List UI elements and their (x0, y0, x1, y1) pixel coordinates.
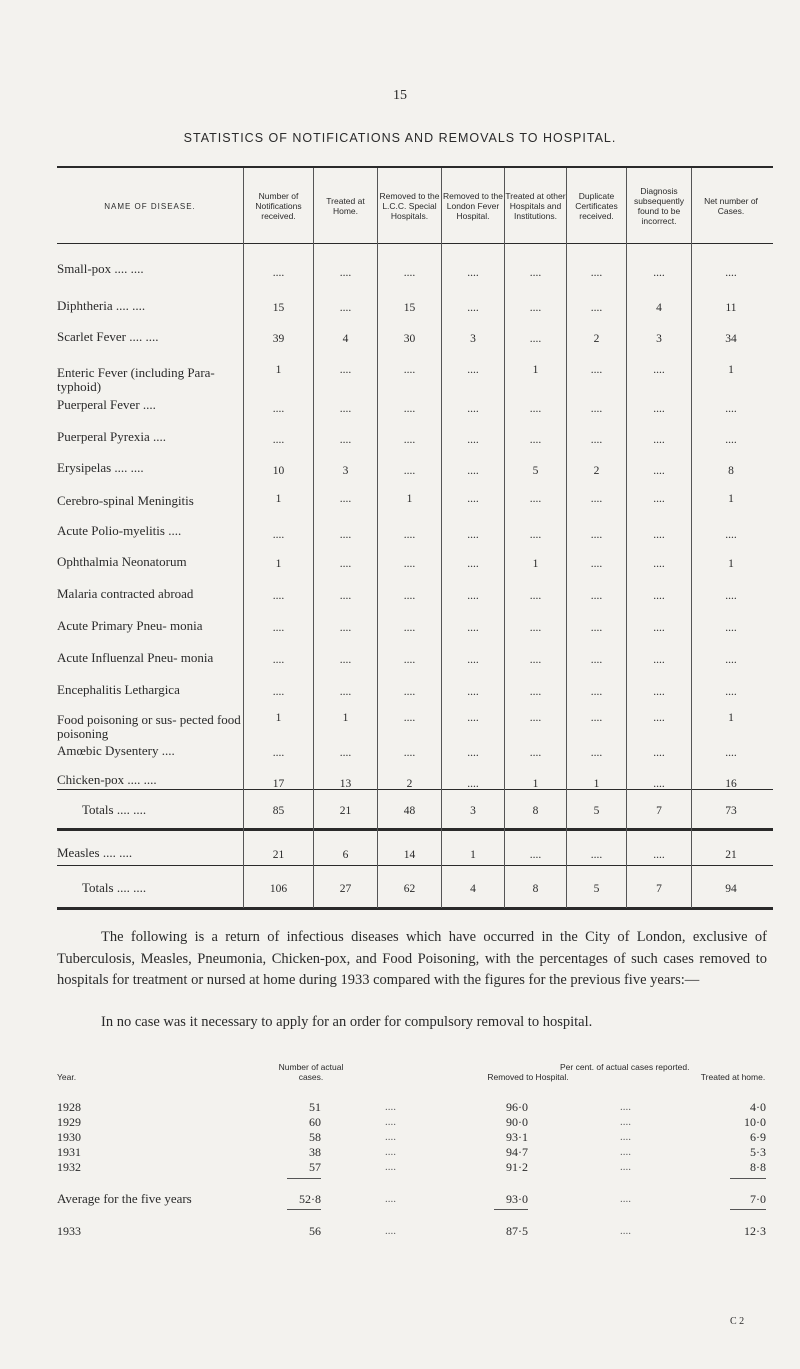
year-row-cases: 51 (309, 1100, 321, 1114)
table-cell: 1 (532, 364, 539, 376)
table-cell: .... (590, 493, 603, 505)
table-cell: .... (653, 622, 665, 634)
measles-cell: .... (529, 849, 542, 861)
table-cell: 15 (403, 302, 416, 314)
year-row-removed: 90·0 (506, 1115, 528, 1129)
table-cell: .... (725, 403, 737, 415)
header-incorrect: Diagnosis subsequently found to be incorrect. (633, 186, 685, 226)
header-percent-reported: Per cent. of actual cases reported. (560, 1062, 690, 1072)
table-cell: .... (590, 654, 603, 666)
table-cell: 1 (275, 364, 282, 376)
table-cell: .... (590, 364, 603, 376)
header-actual-cases: Number of actual cases. (278, 1062, 344, 1083)
table-bottom-rule (57, 907, 773, 910)
table-cell: .... (403, 364, 416, 376)
measles-cell: .... (653, 849, 665, 861)
table-cell: 1 (728, 364, 734, 376)
leader-dots: .... (385, 1101, 396, 1113)
table-cell: .... (653, 778, 665, 790)
table-cell: 4 (656, 302, 662, 314)
disease-name: Malaria contracted abroad (57, 586, 194, 601)
table-cell: .... (653, 654, 665, 666)
table-cell: 1 (275, 493, 282, 505)
table-cell: .... (529, 493, 542, 505)
home-avg-rule (730, 1209, 766, 1210)
table-cell: .... (339, 686, 352, 698)
table-cell: 3 (342, 465, 349, 477)
table-cell: .... (653, 590, 665, 602)
header-removed-hospital: Removed to Hospital. (487, 1072, 569, 1082)
table-cell: .... (725, 654, 737, 666)
disease-name: Amœbic Dysentery .... (57, 743, 175, 758)
home-sum-rule (730, 1178, 766, 1179)
disease-name: Chicken-pox .... .... (57, 772, 157, 787)
table-cell: .... (403, 267, 416, 279)
disease-name: Scarlet Fever .... .... (57, 329, 159, 344)
leader-dots: .... (385, 1116, 396, 1128)
table-cell: .... (339, 529, 352, 541)
table-cell: .... (590, 403, 603, 415)
table-cell: .... (725, 747, 737, 759)
table-cell: 1 (532, 778, 539, 790)
header-notifications: Number of Notifications received. (255, 191, 302, 221)
year-row-year: 1932 (57, 1160, 81, 1174)
table-cell: .... (653, 267, 665, 279)
table-cell: .... (467, 747, 479, 759)
table-cell: .... (529, 302, 542, 314)
current-year-year: 1933 (57, 1224, 81, 1238)
table-cell: .... (467, 364, 479, 376)
disease-name: Cerebro-spinal Meningitis (57, 493, 194, 508)
table-cell: .... (590, 622, 603, 634)
table-cell: .... (339, 364, 352, 376)
table-cell: 3 (470, 333, 476, 345)
table-cell: .... (590, 529, 603, 541)
table-cell: .... (403, 622, 416, 634)
table-cell: .... (529, 590, 542, 602)
totals1-cell: 48 (403, 805, 416, 817)
table-cell: .... (529, 403, 542, 415)
leader-dots: .... (620, 1131, 631, 1143)
table-cell: .... (339, 493, 352, 505)
table-cell: .... (467, 267, 479, 279)
disease-name: Food poisoning or sus- pected food poisoning (57, 712, 241, 741)
year-row-home: 4·0 (750, 1100, 766, 1114)
header-lcc-special: Removed to the L.C.C. Special Hospitals. (379, 191, 440, 221)
table-cell: 30 (403, 333, 416, 345)
totals-bottom-rule (57, 828, 773, 831)
table-cell: 13 (339, 778, 352, 790)
table-cell: 17 (272, 778, 285, 790)
table-cell: .... (653, 493, 665, 505)
measles-label: Measles .... .... (57, 845, 133, 860)
table-cell: .... (653, 712, 665, 724)
table-cell: .... (653, 364, 665, 376)
table-cell: .... (272, 529, 285, 541)
table-cell: 3 (656, 333, 662, 345)
leader-dots: .... (620, 1161, 631, 1173)
totals-label: Totals .... .... (82, 802, 147, 817)
year-row-cases: 57 (309, 1160, 321, 1174)
table-cell: 2 (593, 333, 600, 345)
footer-signature-mark: C 2 (730, 1316, 745, 1327)
cases-avg-rule (287, 1209, 321, 1210)
year-row-year: 1928 (57, 1100, 81, 1114)
table-cell: 16 (725, 778, 737, 790)
year-row-year: 1931 (57, 1145, 81, 1159)
table-cell: .... (467, 434, 479, 446)
page-number: 15 (393, 88, 407, 103)
table-cell: .... (272, 747, 285, 759)
table-cell: .... (725, 529, 737, 541)
year-row-removed: 93·1 (506, 1130, 528, 1144)
table-cell: 1 (728, 558, 734, 570)
table-cell: .... (529, 529, 542, 541)
table-cell: .... (529, 333, 542, 345)
leader-dots: .... (620, 1116, 631, 1128)
leader-dots: .... (385, 1131, 396, 1143)
page-title: STATISTICS OF NOTIFICATIONS AND REMOVALS TO HOSPITAL. (183, 131, 617, 145)
table-cell: .... (467, 529, 479, 541)
totals2-cell: 8 (532, 883, 539, 895)
table-cell: .... (467, 590, 479, 602)
table-cell: .... (590, 686, 603, 698)
table-cell: .... (403, 654, 416, 666)
disease-name: Enteric Fever (including Para-typhoid) (57, 365, 215, 394)
table-cell: .... (403, 465, 416, 477)
year-row-home: 6·9 (750, 1130, 766, 1144)
table-cell: .... (403, 403, 416, 415)
table-cell: 1 (275, 558, 282, 570)
disease-name: Ophthalmia Neonatorum (57, 554, 187, 569)
table-cell: .... (529, 434, 542, 446)
leader-dots: .... (620, 1101, 631, 1113)
totals2-cell: 62 (403, 883, 416, 895)
totals2-cell: 27 (339, 883, 352, 895)
table-cell: .... (590, 302, 603, 314)
intro-paragraph: The following is a return of infectious diseases which have occurred in the City of London, exclusive of Tuberculosis, Measles, Pneumonia, Chicken-pox, and Food Poisoning, with the percentages of such cases removed to hospitals for treatment or nursed at home during 1933 compared with the figures for the previous five years:— (57, 929, 767, 988)
year-row-removed: 96·0 (506, 1100, 528, 1114)
leader-dots: .... (620, 1146, 631, 1158)
year-row-cases: 60 (309, 1115, 321, 1129)
table-cell: .... (403, 590, 416, 602)
table-cell: .... (339, 403, 352, 415)
disease-name: Erysipelas .... .... (57, 460, 144, 475)
totals1-cell: 21 (339, 805, 352, 817)
header-duplicate: Duplicate Certificates received. (575, 191, 618, 221)
table-cell: .... (467, 558, 479, 570)
measles-cell: 21 (272, 849, 285, 861)
header-treated-at-home: Treated at home. (700, 1072, 766, 1082)
table-cell: .... (725, 434, 737, 446)
year-row-year: 1930 (57, 1130, 81, 1144)
table-cell: 1 (342, 712, 349, 724)
header-other-hospitals: Treated at other Hospitals and Institutions. (505, 191, 566, 221)
header-london-fever: Removed to the London Fever Hospital. (442, 191, 503, 221)
leader-dots: .... (385, 1193, 396, 1205)
table-cell: 2 (593, 465, 600, 477)
header-bottom-rule (57, 243, 773, 244)
totals1-cell: 3 (470, 805, 476, 817)
table-cell: .... (725, 686, 737, 698)
disease-name: Diphtheria .... .... (57, 298, 146, 313)
totals2-cell: 106 (269, 883, 288, 895)
average-label: Average for the five years (57, 1191, 192, 1206)
disease-name: Acute Polio-myelitis .... (57, 523, 182, 538)
table-cell: .... (653, 686, 665, 698)
table-cell: .... (529, 747, 542, 759)
table-top-rule (57, 166, 773, 168)
header-net-number: Net number of Cases. (704, 196, 758, 216)
table-cell: .... (403, 529, 416, 541)
table-cell: 1 (728, 712, 734, 724)
table-cell: .... (529, 686, 542, 698)
table-cell: .... (653, 403, 665, 415)
totals1-cell: 73 (725, 805, 737, 817)
table-cell: .... (725, 590, 737, 602)
table-cell: .... (339, 622, 352, 634)
table-cell: 11 (725, 302, 737, 314)
table-cell: .... (403, 747, 416, 759)
measles-cell: 6 (342, 849, 349, 861)
totals2-cell: 5 (593, 883, 600, 895)
table-cell: .... (653, 465, 665, 477)
table-cell: 2 (406, 778, 413, 790)
table-cell: 1 (532, 558, 539, 570)
header-treated-home: Treated at Home. (326, 196, 365, 216)
table-cell: .... (339, 654, 352, 666)
table-cell: .... (590, 558, 603, 570)
table-cell: .... (467, 302, 479, 314)
leader-dots: .... (385, 1146, 396, 1158)
totals2-cell: 7 (656, 883, 662, 895)
header-name-of-disease: NAME OF DISEASE. (104, 202, 196, 212)
table-cell: 1 (406, 493, 413, 505)
disease-name: Puerperal Fever .... (57, 397, 156, 412)
disease-name: Acute Primary Pneu- monia (57, 618, 203, 633)
header-year: Year. (57, 1072, 77, 1082)
measles-cell: 1 (470, 849, 476, 861)
table-cell: .... (529, 712, 542, 724)
disease-name: Puerperal Pyrexia .... (57, 429, 167, 444)
totals2-cell: 4 (470, 883, 476, 895)
measles-cell: 14 (403, 849, 416, 861)
average-removed: 93·0 (506, 1192, 528, 1206)
table-cell: .... (339, 590, 352, 602)
table-cell: .... (272, 686, 285, 698)
year-row-year: 1929 (57, 1115, 81, 1129)
table-cell: .... (339, 302, 352, 314)
table-cell: .... (272, 590, 285, 602)
table-cell: .... (529, 654, 542, 666)
table-cell: 10 (272, 465, 285, 477)
totals1-cell: 5 (593, 805, 600, 817)
table-cell: .... (272, 434, 285, 446)
totals1-cell: 7 (656, 805, 662, 817)
table-cell: .... (653, 434, 665, 446)
table-cell: 4 (342, 333, 349, 345)
table-cell: .... (467, 778, 479, 790)
table-cell: 1 (593, 778, 600, 790)
table-cell: .... (467, 493, 479, 505)
table-cell: .... (529, 267, 542, 279)
leader-dots: .... (385, 1161, 396, 1173)
table-cell: .... (529, 622, 542, 634)
current-year-home: 12·3 (744, 1224, 766, 1238)
removed-avg-rule (494, 1209, 528, 1210)
measles-bottom-rule (57, 865, 773, 866)
table-cell: .... (339, 434, 352, 446)
year-row-home: 10·0 (744, 1115, 766, 1129)
year-row-home: 5·3 (750, 1145, 766, 1159)
table-cell: 8 (728, 465, 734, 477)
table-cell: .... (590, 747, 603, 759)
table-cell: 1 (275, 712, 282, 724)
year-row-removed: 91·2 (506, 1160, 528, 1174)
table-cell: .... (272, 403, 285, 415)
leader-dots: .... (620, 1193, 631, 1205)
table-cell: .... (590, 267, 603, 279)
table-cell: .... (403, 558, 416, 570)
average-cases: 52·8 (299, 1192, 321, 1206)
table-cell: .... (725, 267, 737, 279)
table-cell: .... (653, 558, 665, 570)
table-cell: 15 (272, 302, 285, 314)
table-cell: .... (272, 267, 285, 279)
table-cell: .... (339, 558, 352, 570)
table-cell: 5 (532, 465, 539, 477)
table-cell: .... (467, 622, 479, 634)
table-cell: .... (403, 434, 416, 446)
cases-sum-rule (287, 1178, 321, 1179)
table-cell: .... (653, 747, 665, 759)
table-cell: .... (272, 622, 285, 634)
year-row-removed: 94·7 (506, 1145, 528, 1159)
table-cell: .... (403, 686, 416, 698)
table-cell: .... (467, 403, 479, 415)
table-cell: .... (272, 654, 285, 666)
disease-name: Acute Influenzal Pneu- monia (57, 650, 214, 665)
current-year-cases: 56 (309, 1224, 321, 1238)
table-cell: .... (590, 434, 603, 446)
table-cell: .... (467, 712, 479, 724)
table-cell: .... (339, 747, 352, 759)
disease-name: Encephalitis Lethargica (57, 682, 180, 697)
current-year-removed: 87·5 (506, 1224, 528, 1238)
totals1-cell: 8 (532, 805, 539, 817)
table-cell: .... (653, 529, 665, 541)
table-cell: .... (590, 590, 603, 602)
table-cell: 1 (728, 493, 734, 505)
table-cell: 39 (272, 333, 285, 345)
leader-dots: .... (620, 1225, 631, 1237)
table-cell: .... (339, 267, 352, 279)
disease-name: Small-pox .... .... (57, 261, 144, 276)
leader-dots: .... (385, 1225, 396, 1237)
measles-cell: .... (590, 849, 603, 861)
table-cell: .... (725, 622, 737, 634)
totals2-cell: 94 (725, 883, 737, 895)
table-cell: .... (467, 465, 479, 477)
table-cell: .... (590, 712, 603, 724)
table-cell: .... (403, 712, 416, 724)
table-cell: .... (467, 654, 479, 666)
table-cell: 34 (725, 333, 737, 345)
year-row-cases: 58 (309, 1130, 321, 1144)
grand-totals-label: Totals .... .... (82, 880, 147, 895)
year-row-cases: 38 (309, 1145, 321, 1159)
measles-cell: 21 (725, 849, 737, 861)
table-cell: .... (467, 686, 479, 698)
totals1-cell: 85 (272, 805, 285, 817)
removal-note-paragraph: In no case was it necessary to apply for an order for compulsory removal to hospital. (101, 1014, 593, 1030)
year-row-home: 8·8 (750, 1160, 766, 1174)
average-home: 7·0 (750, 1192, 766, 1206)
